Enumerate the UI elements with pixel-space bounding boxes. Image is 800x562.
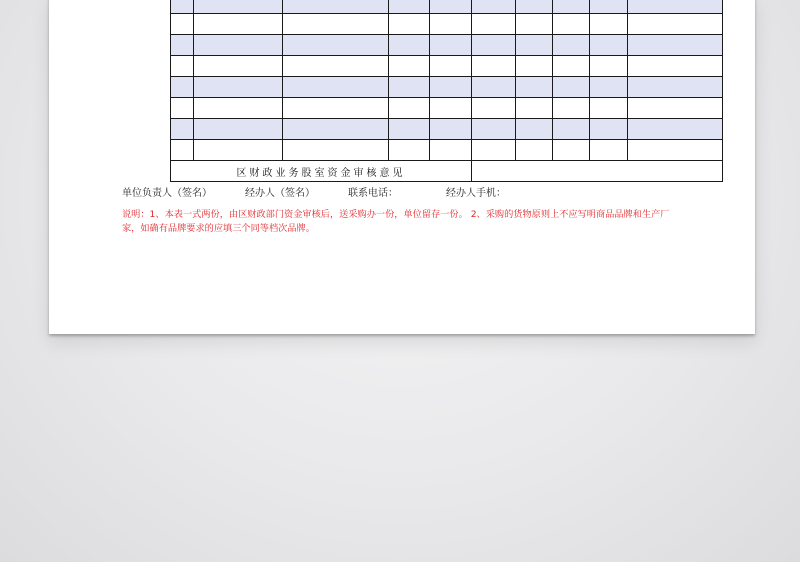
- table-cell[interactable]: [590, 14, 628, 35]
- table-cell[interactable]: [430, 0, 472, 14]
- table-cell[interactable]: [389, 56, 430, 77]
- table-cell[interactable]: [516, 77, 553, 98]
- table-cell[interactable]: [389, 140, 430, 161]
- handler-signature: 经办人（签名）: [245, 188, 315, 199]
- table-row: [171, 119, 723, 140]
- table-cell[interactable]: [194, 140, 283, 161]
- table-cell[interactable]: [628, 0, 723, 14]
- table-cell[interactable]: [472, 14, 516, 35]
- table-cell[interactable]: [194, 0, 283, 14]
- table-cell[interactable]: [194, 98, 283, 119]
- note-line-2: 家，如确有品牌要求的应填三个同等档次品牌。: [122, 223, 315, 234]
- table-cell[interactable]: [590, 119, 628, 140]
- table-cell[interactable]: [628, 56, 723, 77]
- table-cell[interactable]: [553, 140, 590, 161]
- table-cell[interactable]: [194, 77, 283, 98]
- table-cell[interactable]: [628, 77, 723, 98]
- table-row: [171, 35, 723, 56]
- table-cell[interactable]: [283, 56, 389, 77]
- table-cell[interactable]: [590, 56, 628, 77]
- table-row: [171, 140, 723, 161]
- table-row: [171, 0, 723, 14]
- contact-phone: 联系电话：: [348, 188, 398, 199]
- table-cell[interactable]: [516, 14, 553, 35]
- table-cell[interactable]: [194, 56, 283, 77]
- table-cell[interactable]: [472, 0, 516, 14]
- handler-mobile: 经办人手机：: [446, 188, 506, 199]
- table-cell[interactable]: [389, 77, 430, 98]
- table-cell[interactable]: [553, 14, 590, 35]
- table-cell[interactable]: [283, 14, 389, 35]
- table-cell[interactable]: [171, 140, 194, 161]
- table-row: [171, 77, 723, 98]
- document-page: [49, 0, 755, 334]
- table-cell[interactable]: [171, 77, 194, 98]
- table-cell[interactable]: [516, 140, 553, 161]
- table-cell[interactable]: [283, 77, 389, 98]
- table-cell[interactable]: [590, 98, 628, 119]
- table-cell[interactable]: [472, 119, 516, 140]
- table-cell[interactable]: [389, 98, 430, 119]
- table-cell[interactable]: [283, 35, 389, 56]
- table-cell[interactable]: [472, 98, 516, 119]
- table-cell[interactable]: [171, 119, 194, 140]
- table-cell[interactable]: [628, 140, 723, 161]
- table-cell[interactable]: [553, 0, 590, 14]
- table-cell[interactable]: [590, 35, 628, 56]
- table-cell[interactable]: [516, 56, 553, 77]
- table-cell[interactable]: [590, 77, 628, 98]
- review-row: [171, 161, 723, 182]
- table-cell[interactable]: [283, 140, 389, 161]
- table-cell[interactable]: [430, 77, 472, 98]
- table-cell[interactable]: [389, 14, 430, 35]
- table-cell[interactable]: [553, 119, 590, 140]
- table-cell[interactable]: [171, 35, 194, 56]
- table-cell[interactable]: [430, 14, 472, 35]
- table-cell[interactable]: [194, 35, 283, 56]
- table-cell[interactable]: [283, 98, 389, 119]
- table-cell[interactable]: [389, 119, 430, 140]
- table-cell[interactable]: [171, 0, 194, 14]
- table-cell[interactable]: [171, 56, 194, 77]
- table-row: [171, 98, 723, 119]
- table-cell[interactable]: [553, 77, 590, 98]
- table-cell[interactable]: [430, 119, 472, 140]
- table-cell[interactable]: [516, 35, 553, 56]
- table-cell[interactable]: [472, 140, 516, 161]
- procurement-form-table: [170, 0, 723, 182]
- table-cell[interactable]: [389, 0, 430, 14]
- table-cell[interactable]: [472, 77, 516, 98]
- table-cell[interactable]: [430, 98, 472, 119]
- table-cell[interactable]: [389, 35, 430, 56]
- table-cell[interactable]: [628, 35, 723, 56]
- unit-head-signature: 单位负责人（签名）: [122, 188, 212, 199]
- table-cell[interactable]: [430, 140, 472, 161]
- table-cell[interactable]: [590, 0, 628, 14]
- table-cell[interactable]: [171, 98, 194, 119]
- table-cell[interactable]: [430, 35, 472, 56]
- table-cell[interactable]: [472, 35, 516, 56]
- table-cell[interactable]: [283, 0, 389, 14]
- review-label: 区财政业务股室资金审核意见: [171, 161, 472, 182]
- table-cell[interactable]: [194, 14, 283, 35]
- review-value-cell[interactable]: [472, 161, 723, 182]
- table-cell[interactable]: [194, 119, 283, 140]
- table-cell[interactable]: [516, 0, 553, 14]
- table-cell[interactable]: [553, 35, 590, 56]
- table-cell[interactable]: [628, 119, 723, 140]
- table-row: [171, 14, 723, 35]
- table-cell[interactable]: [628, 98, 723, 119]
- table-cell[interactable]: [171, 14, 194, 35]
- table-cell[interactable]: [472, 56, 516, 77]
- table-cell[interactable]: [516, 98, 553, 119]
- table-cell[interactable]: [590, 140, 628, 161]
- table-row: [171, 56, 723, 77]
- table-cell[interactable]: [516, 119, 553, 140]
- table-cell[interactable]: [628, 14, 723, 35]
- table-cell[interactable]: [430, 56, 472, 77]
- table-cell[interactable]: [553, 98, 590, 119]
- table-cell[interactable]: [553, 56, 590, 77]
- table-cell[interactable]: [283, 119, 389, 140]
- note-line-1: 说明：1、本表一式两份，由区财政部门资金审核后，送采购办一份，单位留存一份。 2、采购的货物原则上不应写明商品品牌和生产厂: [122, 209, 670, 220]
